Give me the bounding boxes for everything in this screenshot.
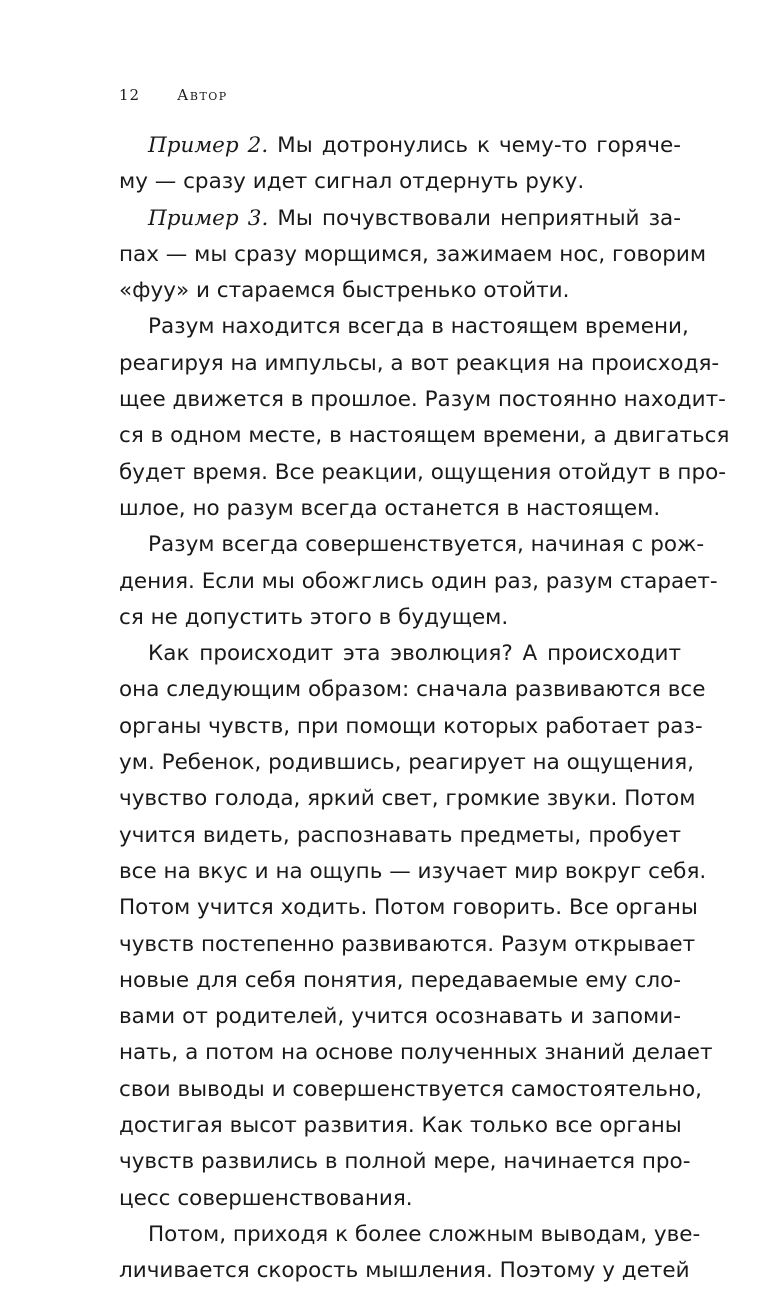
text-line: [119, 1035, 713, 1071]
line-text: ум. Ребенок, родившись, реагирует на ощущения,: [119, 750, 695, 776]
line-text: учится видеть, распознавать предметы, пробует: [119, 822, 681, 848]
line-text: достигая высот развития. Как только все органы: [119, 1113, 682, 1139]
text-line: [119, 600, 681, 636]
running-title: Автор: [177, 86, 228, 104]
line-text: щее движется в прошлое. Разум постоянно находит-: [119, 387, 726, 413]
text-line: [119, 927, 696, 963]
line-text: цесс совершенствования.: [119, 1185, 413, 1211]
line-text: реагируя на импульсы, а вот реакция на происходя-: [119, 350, 720, 376]
text-line: [119, 346, 720, 382]
line-text: Как происходит эта эволюция? А происходит: [148, 641, 681, 667]
text-line: [119, 128, 681, 164]
page-number: 12: [119, 86, 141, 104]
text-line: [119, 1181, 681, 1217]
text-line: [119, 201, 681, 237]
line-text: Мы дотронулись к чему-то горяче-: [268, 133, 681, 158]
text-line: [119, 1217, 701, 1253]
text-line: [119, 273, 681, 309]
page-header: [119, 86, 228, 104]
line-text: вами от родителей, учится осознавать и запоми-: [119, 1004, 681, 1030]
line-text: она следующим образом: сначала развиваются все: [119, 677, 706, 703]
line-text: Разум находится всегда в настоящем времени,: [148, 314, 689, 340]
line-text: ся не допустить этого в будущем.: [119, 604, 509, 630]
line-text: му — сразу идет сигнал отдернуть руку.: [119, 169, 585, 195]
line-text: свои выводы и совершенствуется самостоятельно,: [119, 1076, 702, 1102]
example-label: Пример 3.: [148, 205, 269, 231]
line-text: «фуу» и стараемся быстренько отойти.: [119, 278, 570, 304]
text-line: [119, 309, 689, 345]
line-text: нать, а потом на основе полученных знаний делает: [119, 1040, 713, 1066]
line-text: дения. Если мы обожглись один раз, разум старает-: [119, 568, 718, 594]
text-line: [119, 418, 730, 454]
line-text: ся в одном месте, в настоящем времени, а двигаться: [119, 423, 730, 449]
text-line: [119, 527, 705, 563]
line-text: личивается скорость мышления. Поэтому у детей: [119, 1258, 690, 1284]
line-text: чувство голода, яркий свет, громкие звуки. Потом: [119, 786, 696, 812]
line-text: Разум всегда совершенствуется, начиная с рож-: [148, 532, 705, 558]
text-line: [119, 818, 681, 854]
text-line: [119, 491, 681, 527]
line-text: Мы почувствовали неприятный за-: [268, 205, 681, 231]
body-text: [119, 128, 730, 1290]
example-label: Пример 2.: [148, 133, 269, 158]
text-line: [119, 999, 681, 1035]
line-text: органы чувств, при помощи которых работает раз-: [119, 713, 703, 739]
text-line: [119, 1253, 690, 1289]
text-line: [119, 636, 681, 672]
text-line: [119, 672, 706, 708]
text-line: [119, 781, 696, 817]
text-line: [119, 1108, 681, 1144]
text-line: [119, 455, 726, 491]
line-text: пах — мы сразу морщимся, зажимаем нос, говорим: [119, 241, 707, 267]
text-line: [119, 745, 695, 781]
line-text: новые для себя понятия, передаваемые ему сло-: [119, 967, 681, 993]
text-line: [119, 963, 681, 999]
text-line: [119, 890, 698, 926]
text-line: [119, 1144, 691, 1180]
text-line: [119, 709, 703, 745]
line-text: все на вкус и на ощупь — изучает мир вокруг себя.: [119, 858, 707, 884]
text-line: [119, 382, 726, 418]
text-line: [119, 564, 718, 600]
line-text: Потом учится ходить. Потом говорить. Все органы: [119, 895, 698, 921]
line-text: будет время. Все реакции, ощущения отойдут в про-: [119, 459, 726, 485]
text-line: [119, 1072, 702, 1108]
line-text: чувств развились в полной мере, начинается про-: [119, 1149, 691, 1175]
text-line: [119, 237, 707, 273]
line-text: чувств постепенно развиваются. Разум открывает: [119, 931, 696, 957]
text-line: [119, 164, 681, 200]
line-text: Потом, приходя к более сложным выводам, уве-: [148, 1221, 701, 1247]
line-text: шлое, но разум всегда останется в настоящем.: [119, 495, 661, 521]
text-line: [119, 854, 707, 890]
